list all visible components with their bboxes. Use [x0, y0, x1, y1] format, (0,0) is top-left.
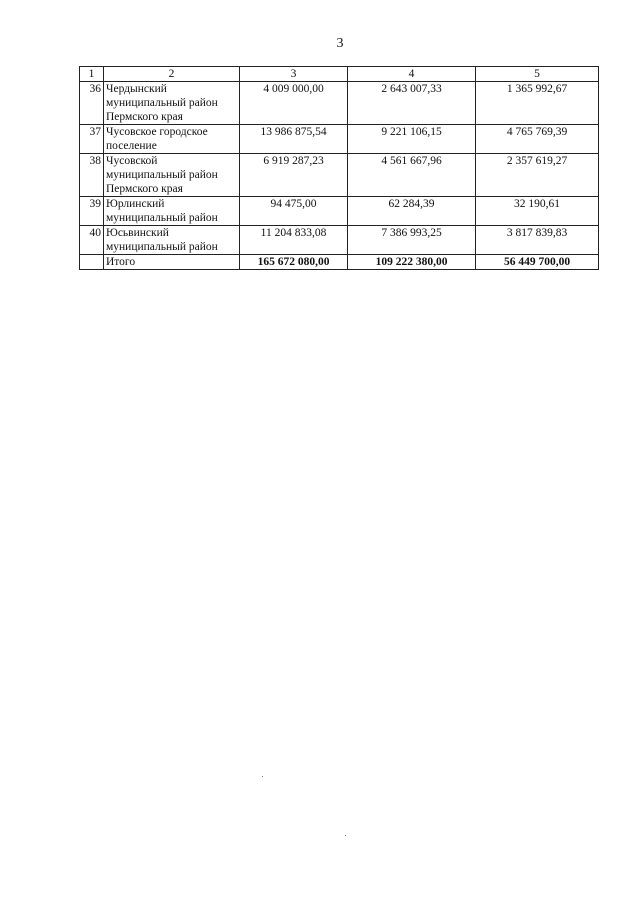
row-col3: 6 919 287,23	[240, 154, 348, 197]
row-col4: 9 221 106,15	[348, 125, 476, 154]
row-name-line: Юсьвинский	[106, 227, 169, 239]
row-name-line: Чердынский	[106, 83, 167, 95]
table-row	[80, 82, 599, 125]
row-name	[104, 125, 240, 154]
total-number-cell	[80, 255, 104, 270]
row-col3: 4 009 000,00	[240, 82, 348, 125]
header-cell-4: 4	[348, 67, 476, 82]
table-row	[80, 197, 599, 226]
row-name-line: Пермского края	[106, 183, 183, 195]
header-cell-1: 1	[80, 67, 104, 82]
row-name-line: Чусовское городское	[106, 126, 208, 138]
row-col3: 94 475,00	[240, 197, 348, 226]
row-col5: 1 365 992,67	[476, 82, 599, 125]
row-col3: 13 986 875,54	[240, 125, 348, 154]
header-cell-5: 5	[476, 67, 599, 82]
row-col5: 3 817 839,83	[476, 226, 599, 255]
row-col4: 2 643 007,33	[348, 82, 476, 125]
table-header-row	[80, 67, 599, 82]
header-cell-2: 2	[104, 67, 240, 82]
row-name	[104, 82, 240, 125]
total-label: Итого	[104, 255, 240, 270]
row-name-line: муниципальный район	[106, 212, 218, 224]
row-name-line: Чусовской	[106, 155, 158, 167]
row-col5: 2 357 619,27	[476, 154, 599, 197]
total-col3: 165 672 080,00	[240, 255, 348, 270]
table-row	[80, 226, 599, 255]
allocation-table	[79, 66, 599, 270]
row-name-line: муниципальный район	[106, 241, 218, 253]
row-col4: 4 561 667,96	[348, 154, 476, 197]
row-col3: 11 204 833,08	[240, 226, 348, 255]
row-col5: 4 765 769,39	[476, 125, 599, 154]
row-number: 36	[80, 82, 104, 125]
table-row	[80, 154, 599, 197]
row-number: 38	[80, 154, 104, 197]
row-col4: 7 386 993,25	[348, 226, 476, 255]
row-name-line: муниципальный район	[106, 169, 218, 181]
row-number: 40	[80, 226, 104, 255]
page-number: 3	[336, 36, 344, 51]
header-cell-3: 3	[240, 67, 348, 82]
total-col5: 56 449 700,00	[476, 255, 599, 270]
row-number: 39	[80, 197, 104, 226]
row-name-line: поселение	[106, 140, 157, 152]
row-name-line: Пермского края	[106, 111, 183, 123]
row-col5: 32 190,61	[476, 197, 599, 226]
total-col4: 109 222 380,00	[348, 255, 476, 270]
row-name	[104, 197, 240, 226]
row-name-line: Юрлинский	[106, 198, 165, 210]
row-name	[104, 154, 240, 197]
table-row	[80, 125, 599, 154]
total-row	[80, 255, 599, 270]
row-col4: 62 284,39	[348, 197, 476, 226]
row-number: 37	[80, 125, 104, 154]
row-name	[104, 226, 240, 255]
scan-speck	[262, 776, 263, 777]
scan-speck	[345, 835, 346, 836]
row-name-line: муниципальный район	[106, 97, 218, 109]
